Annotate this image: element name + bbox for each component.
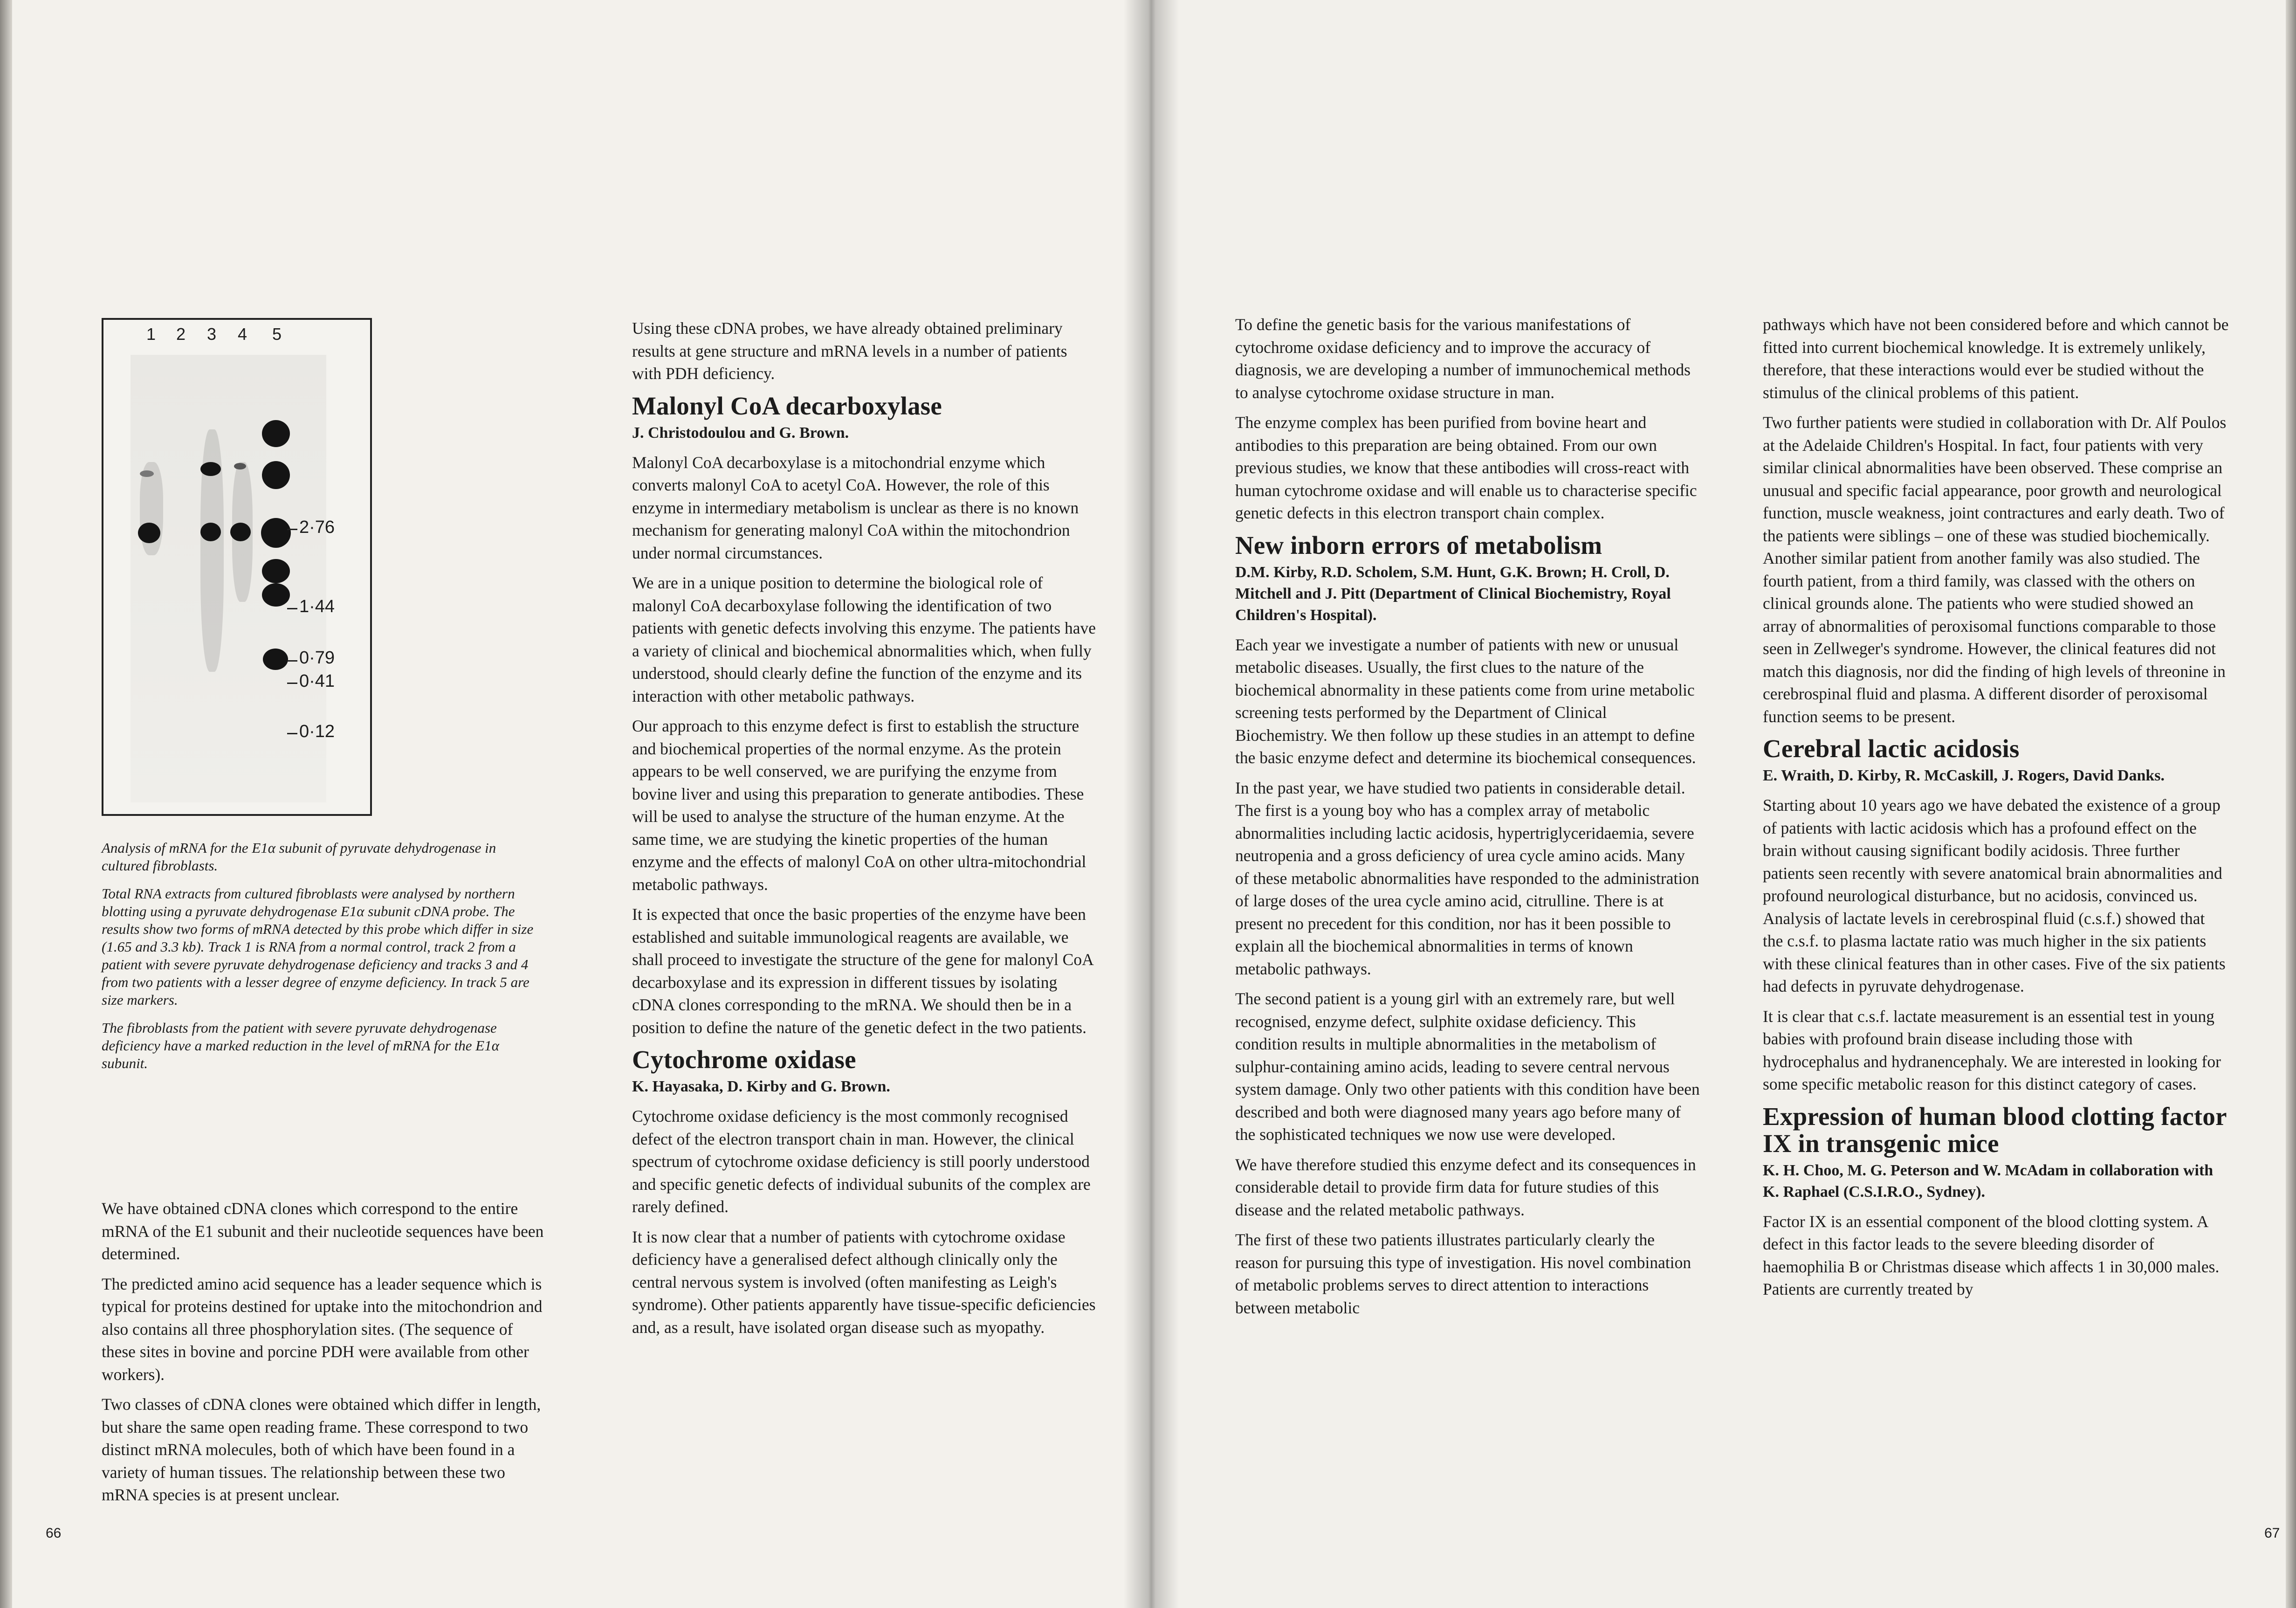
size-marker: 0·79 <box>299 648 335 668</box>
paragraph: Each year we investigate a number of patients with new or unusual metabolic diseases. Usually, the first clues to the nature of the biochemical abnormality in these patients come from urine metabolic screening tests performed by the Department of Clinical Biochemistry. We then follow up these studies in an attempt to define the basic enzyme defect and determine its biochemical consequences. <box>1235 635 1696 767</box>
paragraph: It is expected that once the basic properties of the enzyme have been established and suitable immunological reagents are available, we shall proceed to investigate the structure of the gene for malonyl CoA decarboxylase and its expression in different tissues by isolating cDNA clones corresponding to the mRNA. We should then be in a position to define the nature of the genetic defect in the two patients. <box>632 905 1093 1037</box>
northern-blot-figure <box>102 318 372 816</box>
caption-title: Analysis of mRNA for the E1α subunit of pyruvate dehydrogenase in cultured fibroblasts. <box>102 840 496 874</box>
paragraph: pathways which have not been considered before and which cannot be fitted into current biochemical knowledge. It is extremely unlikely, therefore, that these interactions would ever be studied without the stimulus of the clinical problems of this patient. <box>1763 315 2229 402</box>
size-marker: 0·41 <box>299 671 335 691</box>
paragraph: We have therefore studied this enzyme defect and its consequences in considerable detail to provide firm data for future studies of this disease and the related metabolic pathways. <box>1235 1155 1696 1219</box>
marker-line <box>287 733 297 734</box>
page-edge-left <box>0 0 12 1608</box>
column-3-text <box>1235 313 1701 1326</box>
paragraph: The first of these two patients illustrates particularly clearly the reason for pursuing this type of investigation. His novel combination of metabolic problems serves to direct attention to interactions between metabolic <box>1235 1230 1691 1317</box>
blot-image <box>131 355 326 802</box>
paragraph: Using these cDNA probes, we have already obtained preliminary results at gene structure and mRNA levels in a number of patients with PDH deficiency. <box>632 319 1067 383</box>
marker-line <box>287 683 297 684</box>
paragraph: It is now clear that a number of patients with cytochrome oxidase deficiency have a generalised defect although clinically only the central nervous system is involved (often manifesting as Leigh's syndrome). Other patients apparently have tissue-specific deficiencies and, as a result, have isolated organ disease such as myopathy. <box>632 1227 1096 1337</box>
section-heading-inborn: New inborn errors of metabolism <box>1235 531 1602 559</box>
paragraph: In the past year, we have studied two patients in considerable detail. The first is a young boy who has a complex array of metabolic abnormalities including lactic acidosis, hypertriglyceridaemia, severe neutropenia and a gross deficiency of urea cycle amino acids. Many of these metabolic abnormalities have responded to the administration of large doses of the urea cycle amino acid, citrulline. There is at present no precedent for this condition, nor has it been possible to explain all the biochemical abnormalities in terms of known metabolic pathways. <box>1235 778 1699 978</box>
column-4-text <box>1763 313 2229 1308</box>
paragraph: Starting about 10 years ago we have debated the existence of a group of patients with lactic acidosis which has a profound effect on the brain without causing significant bodily acidosis. Three further patients seen recently with severe anatomical brain abnormalities and profound neurological disturbance, but no acidosis, convinced us. Analysis of lactate levels in cerebrospinal fluid (c.s.f.) showed that the c.s.f. to plasma lactate ratio was much higher in the six patients with these clinical features than in other cases. Five of the six patients had defects in pyruvate dehydrogenase. <box>1763 796 2226 995</box>
blot-band <box>261 518 291 548</box>
marker-line <box>287 529 297 530</box>
authors: K. Hayasaka, D. Kirby and G. Brown. <box>632 1078 890 1095</box>
paragraph: We have obtained cDNA clones which correspond to the entire mRNA of the E1 subunit and their nucleotide sequences have been determined. <box>102 1199 544 1263</box>
blot-band <box>262 559 290 583</box>
paragraph: Malonyl CoA decarboxylase is a mitochondrial enzyme which converts malonyl CoA to acetyl CoA. However, the role of this enzyme in intermediary metabolism is unclear as there is no known mechanism for generating malonyl CoA within the mitochondrion under normal circumstances. <box>632 453 1079 562</box>
lane-label: 4 <box>238 324 247 344</box>
lane-label: 3 <box>207 324 217 344</box>
paragraph: Cytochrome oxidase deficiency is the most commonly recognised defect of the electron transport chain in man. However, the clinical spectrum of cytochrome oxidase deficiency is still poorly understood and specific genetic defects of individual subunits of the complex are rarely defined. <box>632 1107 1091 1216</box>
authors: K. H. Choo, M. G. Peterson and W. McAdam in collaboration with K. Raphael (C.S.I.R.O., Sydney). <box>1763 1161 2214 1201</box>
paragraph: The predicted amino acid sequence has a leader sequence which is typical for proteins destined for uptake into the mitochondrion and also contains all three phosphorylation sites. (The sequence of these sites in bovine and porcine PDH were available from other workers). <box>102 1274 543 1384</box>
figure-caption <box>102 839 544 1083</box>
section-heading-factor-ix: Expression of human blood clotting factor IX in transgenic mice <box>1763 1102 2227 1158</box>
caption-body: Total RNA extracts from cultured fibroblasts were analysed by northern blotting using a pyruvate dehydrogenase E1α subunit cDNA probe. The results show two forms of mRNA detected by this probe which differ in size (1.65 and 3.3 kb). Track 1 is RNA from a normal control, track 2 from a patient with severe pyruvate dehydrogenase deficiency and tracks 3 and 4 from two patients with a lesser degree of enzyme deficiency. In track 5 are size markers. <box>102 885 534 1008</box>
section-heading-malonyl: Malonyl CoA decarboxylase <box>632 391 942 420</box>
paragraph: It is clear that c.s.f. lactate measurement is an essential test in young babies with profound brain disease including those with hydrocephalus and hydranencephaly. We are interested in looking for some specific metabolic reason for this distinct category of cases. <box>1763 1007 2221 1093</box>
blot-band <box>234 463 246 469</box>
blot-band <box>262 461 290 489</box>
paragraph: The second patient is a young girl with an extremely rare, but well recognised, enzyme defect, sulphite oxidase deficiency. This condition results in multiple abnormalities in the metabolism of sulphur-containing amino acids, leading to severe central nervous system damage. Only two other patients with this condition have been described and both were diagnosed many years ago before many of the sophisticated techniques we now use were developed. <box>1235 989 1700 1144</box>
paragraph: The enzyme complex has been purified from bovine heart and antibodies to this preparation are being obtained. From our own previous studies, we know that these antibodies will cross-react with human cytochrome oxidase and will enable us to characterise specific genetic defects in this electron transport chain complex. <box>1235 413 1697 522</box>
page-number-left: 66 <box>46 1525 62 1541</box>
blot-band <box>140 470 154 477</box>
paragraph: Our approach to this enzyme defect is first to establish the structure and biochemical properties of the normal enzyme. As the protein appears to be well conserved, we are purifying the enzyme from bovine liver and using this preparation to generate antibodies. These will be used to analyse the structure of the human enzyme. At the same time, we are studying the kinetic properties of the human enzyme and the effects of malonyl CoA on other ultra-mitochondrial metabolic pathways. <box>632 717 1086 894</box>
paragraph: Two classes of cDNA clones were obtained which differ in length, but share the same open reading frame. These correspond to two distinct mRNA molecules, both of which have been found in a variety of human tissues. The relationship between these two mRNA species is at present unclear. <box>102 1395 541 1504</box>
blot-band <box>263 649 288 670</box>
right-page <box>1151 0 2296 1608</box>
section-heading-cytochrome: Cytochrome oxidase <box>632 1045 856 1074</box>
paragraph: We are in a unique position to determine the biological role of malonyl CoA decarboxylase following the identification of two patients with genetic defects involving this enzyme. The patients have a variety of clinical and biochemical abnormalities which, when fully understood, should clearly define the function of the enzyme and its interaction with other metabolic pathways. <box>632 573 1096 705</box>
size-marker: 1·44 <box>299 597 335 616</box>
size-marker: 0·12 <box>299 722 335 741</box>
marker-line <box>287 660 297 662</box>
blot-band <box>230 523 251 541</box>
lane-labels <box>103 324 370 343</box>
authors: D.M. Kirby, R.D. Scholem, S.M. Hunt, G.K. Brown; H. Croll, D. Mitchell and J. Pitt (Department of Clinical Biochemistry, Royal Children's Hospital). <box>1235 563 1671 624</box>
caption-note: The fibroblasts from the patient with severe pyruvate dehydrogenase deficiency have a marked reduction in the level of mRNA for the E1α subunit. <box>102 1020 500 1071</box>
page-number-right: 67 <box>2264 1525 2280 1541</box>
page-edge-right <box>2286 0 2296 1608</box>
blot-band <box>138 523 160 543</box>
lane-label: 1 <box>146 324 156 344</box>
column-2-text <box>632 317 1098 1346</box>
section-heading-lactic: Cerebral lactic acidosis <box>1763 734 2020 763</box>
lane-label: 5 <box>272 324 282 344</box>
blot-band <box>262 420 290 447</box>
lane-label: 2 <box>176 324 186 344</box>
book-gutter <box>1123 0 1179 1608</box>
column-1-text <box>102 1197 549 1514</box>
paragraph: To define the genetic basis for the various manifestations of cytochrome oxidase deficiency and to improve the accuracy of diagnosis, we are developing a number of immunochemical methods to analyse cytochrome oxidase structure in man. <box>1235 315 1691 402</box>
marker-line <box>287 608 297 609</box>
paragraph: Factor IX is an essential component of the blood clotting system. A defect in this factor leads to the severe bleeding disorder of haemophilia B or Christmas disease which affects 1 in 30,000 males. Patients are currently treated by <box>1763 1212 2220 1298</box>
blot-band <box>262 583 290 607</box>
blot-band <box>200 462 221 476</box>
authors: J. Christodoulou and G. Brown. <box>632 424 849 442</box>
blot-band <box>200 523 221 541</box>
paragraph: Two further patients were studied in collaboration with Dr. Alf Poulos at the Adelaide Children's Hospital. In fact, four patients with very similar clinical abnormalities have been observed. These comprise an unusual and specific facial appearance, poor growth and neurological function, muscle weakness, joint contractures and early death. Two of the patients were siblings – one of these was studied biochemically. Another similar patient from another family was also studied. The fourth patient, from a third family, was classed with the others on clinical grounds alone. The patients who were studied showed an array of abnormalities of peroxisomal functions comparable to those seen in Zellweger's syndrome. However, the clinical features did not match this diagnosis, nor did the finding of high levels of threonine in cerebrospinal fluid and plasma. A different disorder of peroxisomal function seems to be present. <box>1763 413 2227 726</box>
authors: E. Wraith, D. Kirby, R. McCaskill, J. Rogers, David Danks. <box>1763 767 2165 784</box>
size-marker: 2·76 <box>299 518 335 537</box>
